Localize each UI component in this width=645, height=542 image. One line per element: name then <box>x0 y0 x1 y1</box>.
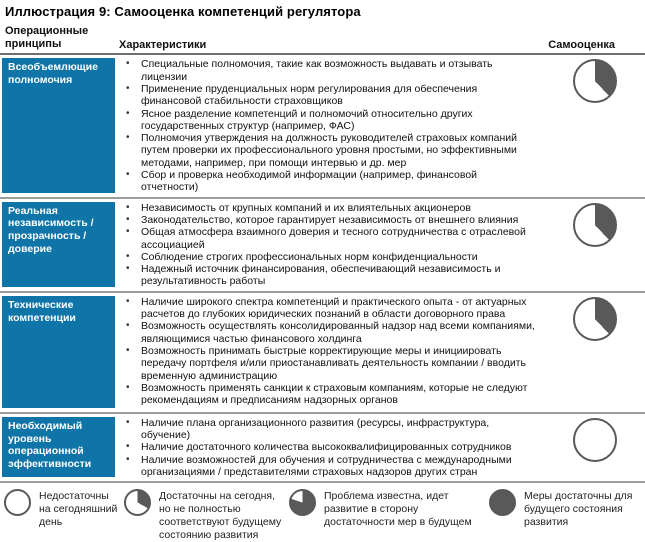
pie-chart-icon <box>573 418 617 462</box>
row-label-independence: Реальная независимость / прозрачность / доверие <box>2 202 115 287</box>
table-row <box>0 55 645 198</box>
legend-label: Достаточны на сегодня, но не полностью соответствуют будущему состоянию развития <box>159 490 282 542</box>
legend-item-insufficient <box>4 489 124 542</box>
self-assessment-cell <box>545 293 645 412</box>
bullet-item: • Наличие плана организационного развития (ресурсы, инфраструктура, обучение) <box>119 417 535 442</box>
legend-item-sufficient-future <box>489 489 639 542</box>
row-characteristics <box>115 414 545 481</box>
bullet-item: • Специальные полномочия, такие как возможность выдавать и отзывать лицензии <box>119 58 535 83</box>
row-label-operational-efficiency: Необходимый уровень операционной эффективности <box>2 417 115 477</box>
pie-third-icon <box>124 489 151 516</box>
bullet-item: • Возможность осуществлять консолидированный надзор над всеми компаниями, являющимися частью финансового холдинга <box>119 320 535 345</box>
legend <box>0 483 645 542</box>
row-characteristics <box>115 55 545 196</box>
bullet-item: • Наличие достаточного количества высококвалифицированных сотрудников <box>119 441 535 453</box>
bullet-item: • Надежный источник финансирования, обеспечивающий независимость и результативность работы <box>119 263 535 288</box>
row-label-technical-competencies: Технические компетенции <box>2 296 115 408</box>
bullet-item: • Соблюдение строгих профессиональных норм конфиденциальности <box>119 251 535 263</box>
table-header-row <box>0 25 645 55</box>
self-assessment-cell <box>545 55 645 196</box>
pie-chart-icon <box>573 203 617 247</box>
self-assessment-cell <box>545 414 645 481</box>
bullet-item: • Наличие возможностей для обучения и сотрудничества с международными организациями / представителями страховых надзоров других стран <box>119 454 535 479</box>
legend-item-problem-known <box>289 489 489 542</box>
legend-item-sufficient-today <box>124 489 289 542</box>
bullet-item: • Законодательство, которое гарантирует независимость от внешнего влияния <box>119 214 535 226</box>
bullet-item: • Возможность принимать быстрые корректирующие меры и инициировать передачу портфеля и/или приостанавливать деятельность компании / вводить временную администрацию <box>119 345 535 382</box>
page-title: Иллюстрация 9: Самооценка компетенций регулятора <box>5 4 361 19</box>
bullet-item: • Возможность применять санкции к страховым компаниям, которые не следуют рекомендациям и предписаниям надзорных органов <box>119 382 535 407</box>
bullet-item: • Общая атмосфера взаимного доверия и тесного сотрудничества с отраслевой ассоциацией <box>119 226 535 251</box>
bullet-item: • Ясное разделение компетенций и полномочий относительно других государственных структур (например, ФАС) <box>119 108 535 133</box>
bullet-item: • Применение пруденциальных норм регулирования для обеспечения финансовой стабильности страховщиков <box>119 83 535 108</box>
legend-label: Недостаточны на сегодняшний день <box>39 490 118 529</box>
column-header-principles: Операционные принципы <box>5 25 89 51</box>
table-row <box>0 414 645 483</box>
pie-full-icon <box>489 489 516 516</box>
self-assessment-cell <box>545 199 645 291</box>
pie-chart-icon <box>573 297 617 341</box>
legend-label: Проблема известна, идет развитие в сторону достаточности мер в будущем <box>324 490 472 529</box>
bullet-item: • Наличие широкого спектра компетенций и практического опыта - от актуарных расчетов до глубоких юридических познаний в области договорного права <box>119 296 535 321</box>
pie-three-quarter-icon <box>289 489 316 516</box>
bullet-item: • Сбор и проверка необходимой информации (например, финансовой отчетности) <box>119 169 535 194</box>
table-row <box>0 199 645 293</box>
row-characteristics <box>115 199 545 291</box>
row-label-comprehensive-powers: Всеобъемлющие полномочия <box>2 58 115 192</box>
row-characteristics <box>115 293 545 412</box>
column-header-characteristics: Характеристики <box>119 39 207 52</box>
column-header-self-assessment: Самооценка <box>548 39 615 52</box>
pie-chart-icon <box>573 59 617 103</box>
table-row <box>0 293 645 414</box>
legend-label: Меры достаточны для будущего состояния развития <box>524 490 633 529</box>
pie-empty-icon <box>4 489 31 516</box>
bullet-item: • Независимость от крупных компаний и их влиятельных акционеров <box>119 202 535 214</box>
bullet-item: • Полномочия утверждения на должность руководителей страховых компаний путем проверки их профессионального уровня простыми, но эффективными методами, например, при помощи интервью и др. мер <box>119 132 535 169</box>
